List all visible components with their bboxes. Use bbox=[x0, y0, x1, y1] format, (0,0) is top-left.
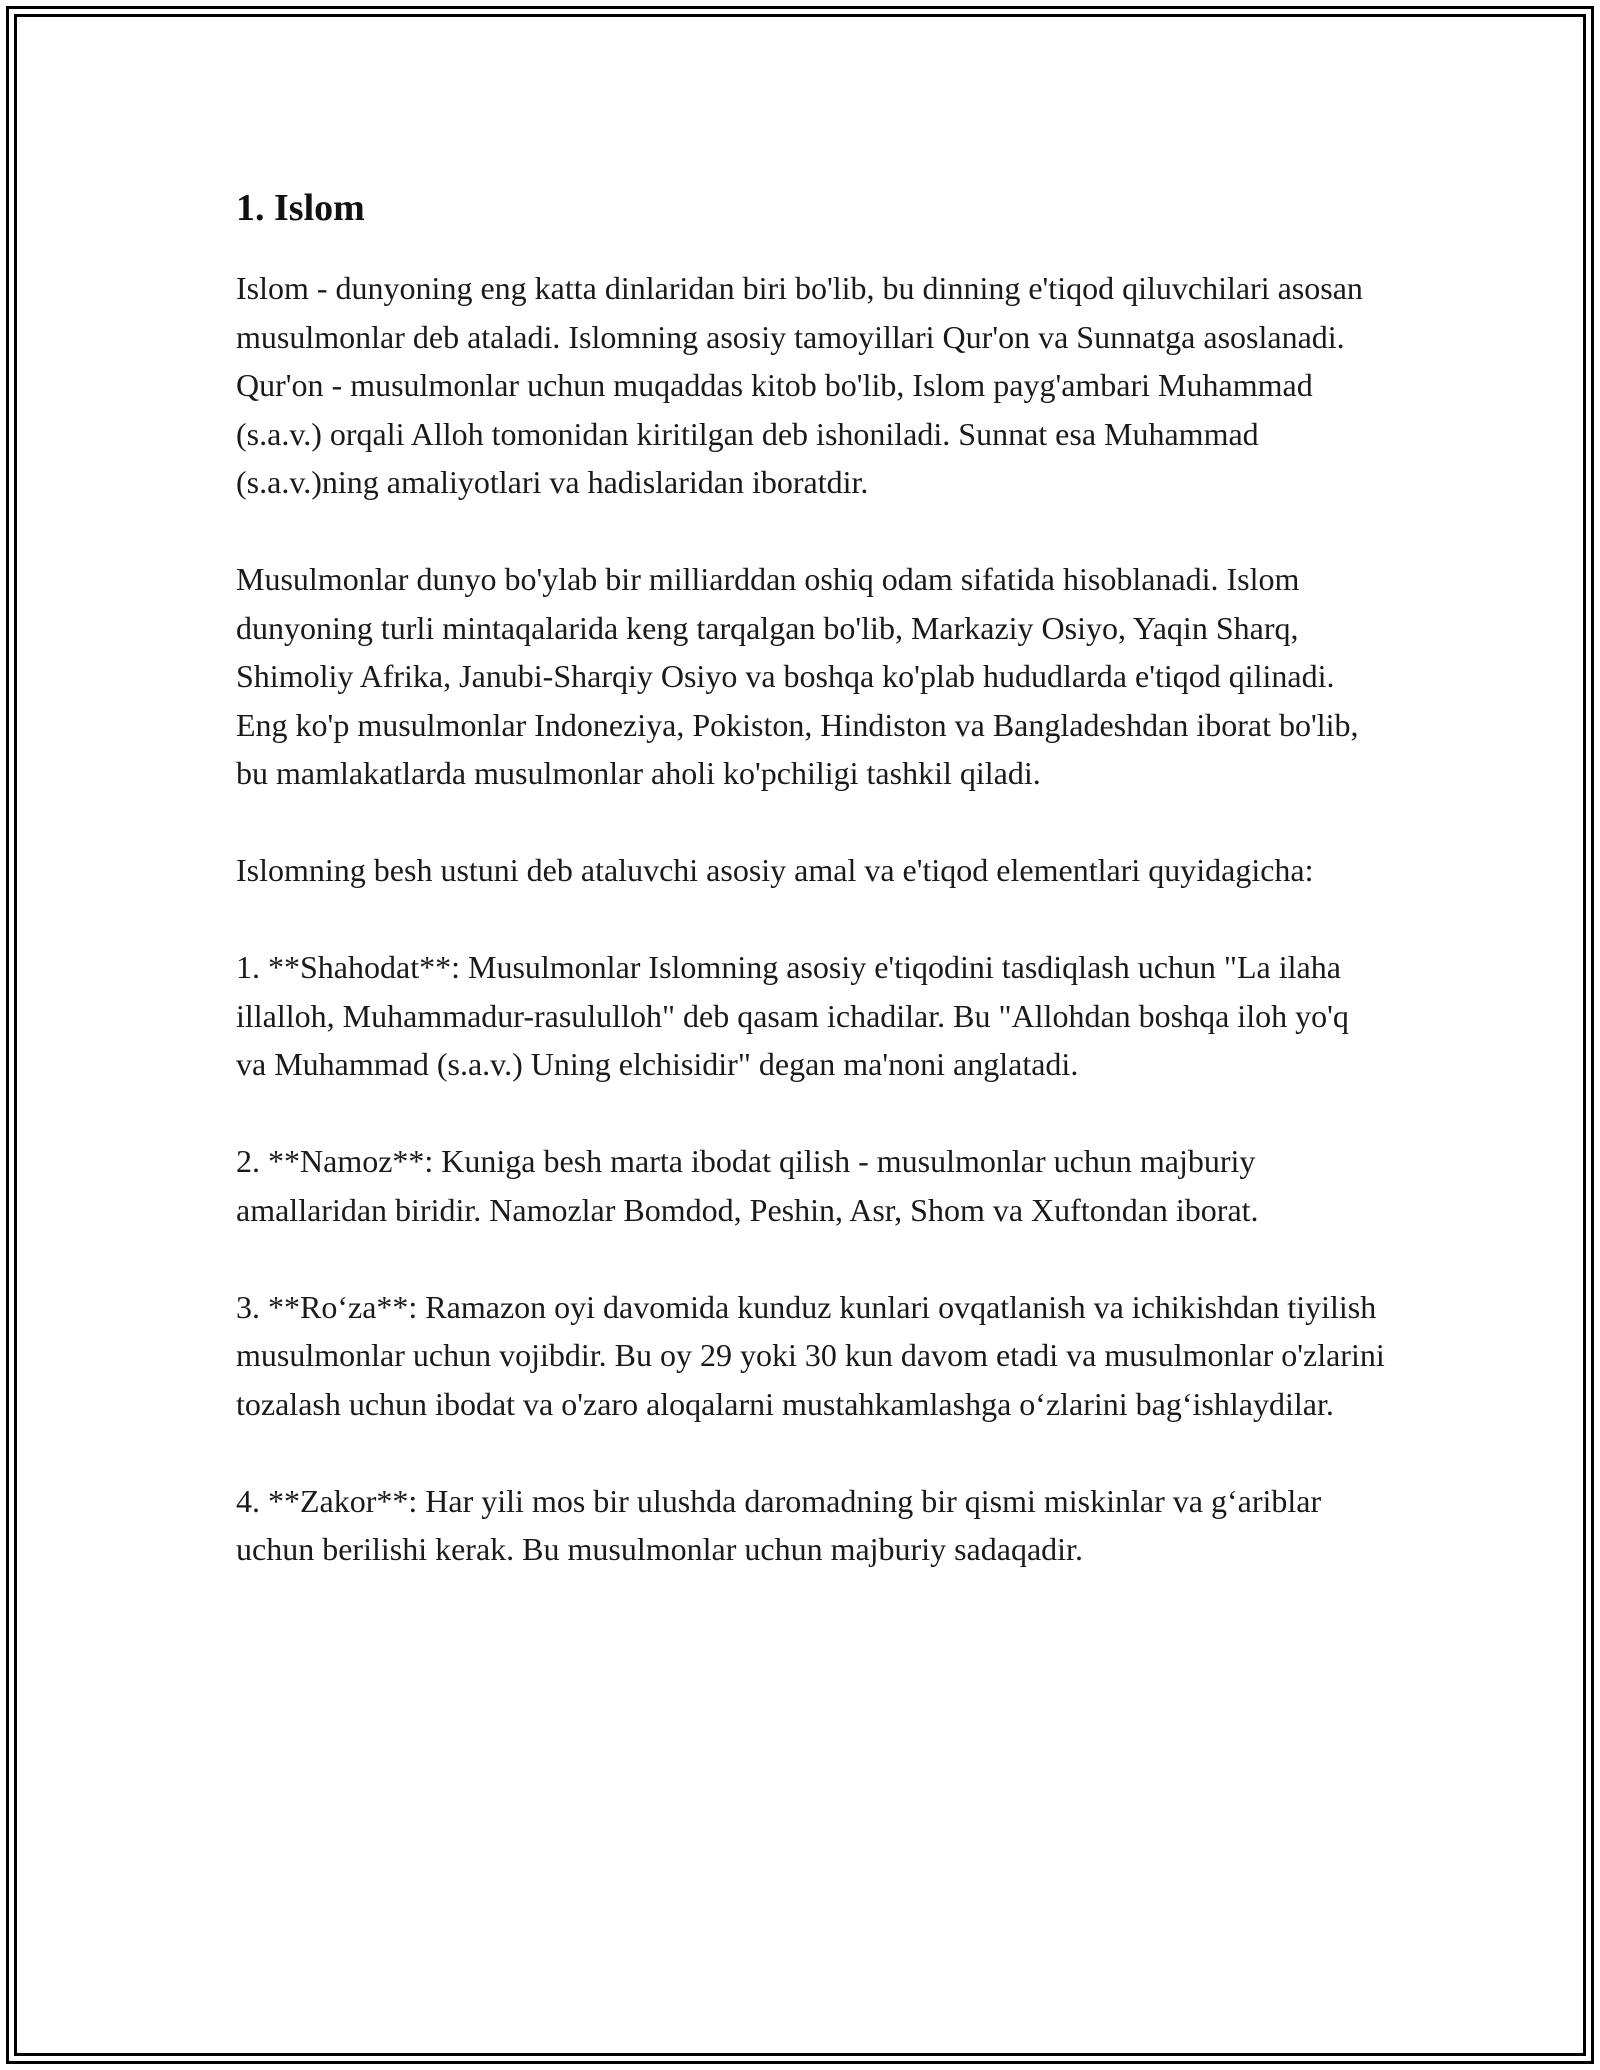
pillar-item-shahodat: 1. **Shahodat**: Musulmonlar Islomning asosiy e'tiqodini tasdiqlash uchun "La ilaha illalloh, Muhammadur-rasululloh" deb qasam ichadilar. Bu "Allohdan boshqa iloh yo'q va Muhammad (s.a.v.) Uning elchisidir" degan ma'noni anglatadi. bbox=[236, 949, 1349, 1082]
pillar-item-zakot: 4. **Zakor**: Har yili mos bir ulushda daromadning bir qismi miskinlar va g‘ariblar uchun berilishi kerak. Bu musulmonlar uchun majburiy sadaqadir. bbox=[236, 1482, 1322, 1567]
paragraph-pillars-intro: Islomning besh ustuni deb ataluvchi asosiy amal va e'tiqod elementlari quyidagicha: bbox=[236, 852, 1314, 888]
pillar-item-namoz: 2. **Namoz**: Kuniga besh marta ibodat qilish - musulmonlar uchun majburiy amallaridan biridir. Namozlar Bomdod, Peshin, Asr, Shom va Xuftondan iborat. bbox=[236, 1143, 1259, 1228]
paragraph-distribution: Musulmonlar dunyo bo'ylab bir milliarddan oshiq odam sifatida hisoblanadi. Islom dunyoning turli mintaqalarida keng tarqalgan bo'lib, Markaziy Osiyo, Yaqin Sharq, Shimoliy Afrika, Janubi-Sharqiy Osiyo va boshqa ko'plab hududlarda e'tiqod qilinadi. Eng ko'p musulmonlar Indoneziya, Pokiston, Hindiston va Bangladeshdan iborat bo'lib, bu mamlakatlarda musulmonlar aholi ko'pchiligi tashkil qiladi. bbox=[236, 561, 1359, 791]
pillar-item-roza: 3. **Ro‘za**: Ramazon oyi davomida kunduz kunlari ovqatlanish va ichikishdan tiyilish musulmonlar uchun vojibdir. Bu oy 29 yoki 30 kun davom etadi va musulmonlar o'zlarini tozalash uchun ibodat va o'zaro aloqalarni mustahkamlashga o‘zlarini bag‘ishlaydilar. bbox=[236, 1288, 1385, 1422]
document-body bbox=[236, 184, 1386, 1574]
paragraph-intro: Islom - dunyoning eng katta dinlaridan biri bo'lib, bu dinning e'tiqod qiluvchilari asosan musulmonlar deb ataladi. Islomning asosiy tamoyillari Qur'on va Sunnatga asoslanadi. Qur'on - musulmonlar uchun muqaddas kitob bo'lib, Islom payg'ambari Muhammad (s.a.v.) orqali Alloh tomonidan kiritilgan deb ishoniladi. Sunnat esa Muhammad (s.a.v.)ning amaliyotlari va hadislaridan iboratdir. bbox=[236, 270, 1363, 500]
section-title: 1. Islom bbox=[236, 187, 365, 229]
